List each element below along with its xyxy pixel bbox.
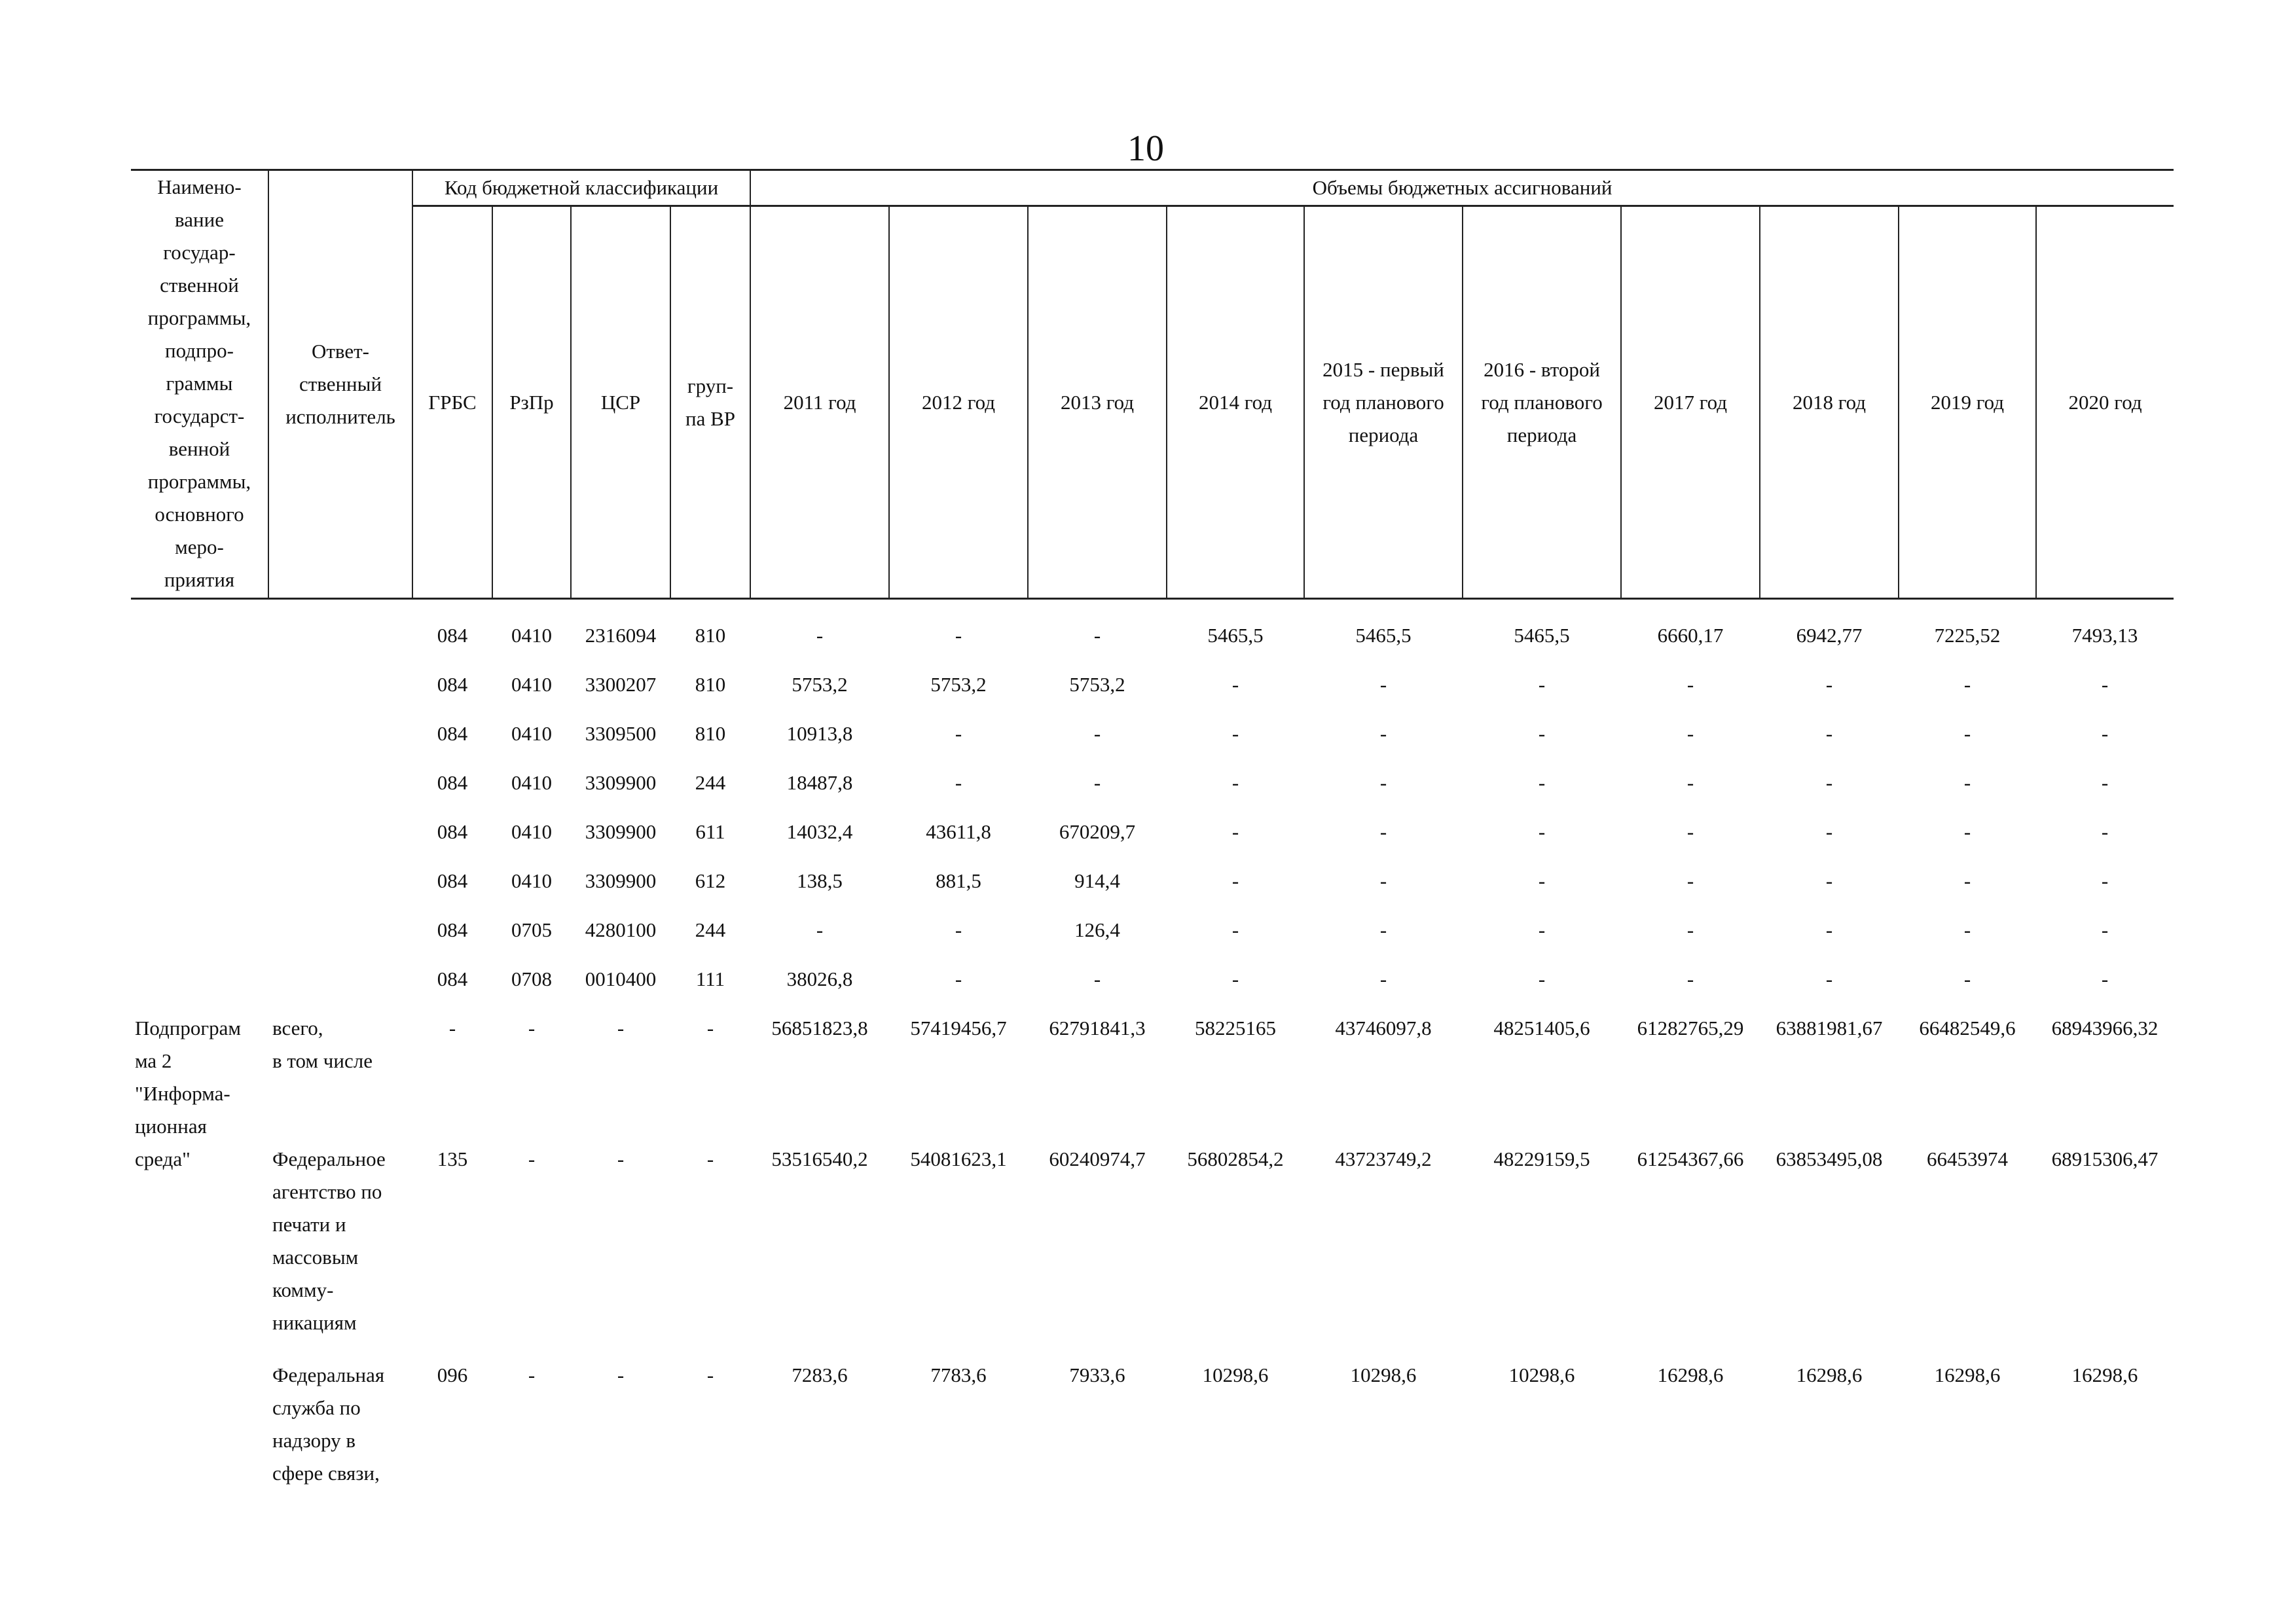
code-cell: 096 — [437, 1363, 468, 1386]
value-cell: 10298,6 — [1508, 1363, 1575, 1386]
value-cell: - — [955, 771, 962, 794]
code-cell: - — [617, 1363, 625, 1386]
value-cell: - — [1686, 722, 1694, 745]
code-cell: 3309900 — [585, 771, 657, 794]
table-row — [131, 1012, 2174, 1143]
value-cell: - — [1538, 771, 1546, 794]
value-cell: - — [1963, 673, 1971, 696]
value-cell: - — [2101, 869, 2109, 892]
code-cell: 810 — [695, 624, 726, 647]
value-cell: - — [1379, 869, 1387, 892]
header-year-2017: 2017 год — [1621, 206, 1760, 599]
executor-cell: всего, в том числе — [272, 1017, 373, 1072]
value-cell: 7493,13 — [2071, 624, 2138, 647]
value-cell: - — [2101, 771, 2109, 794]
value-cell: 14032,4 — [786, 820, 853, 843]
value-cell: 56802854,2 — [1187, 1147, 1284, 1170]
header-year-2020: 2020 год — [2036, 206, 2174, 599]
value-cell: 5753,2 — [1069, 673, 1125, 696]
value-cell: - — [2101, 722, 2109, 745]
value-cell: 7783,6 — [930, 1363, 987, 1386]
value-cell: - — [1093, 624, 1101, 647]
header-code-rzpr: РзПр — [492, 206, 571, 599]
subprogram-name: Подпрограм ма 2 "Информа- ционная среда" — [135, 1017, 241, 1170]
value-cell: 138,5 — [797, 869, 843, 892]
empty-cell — [131, 717, 268, 767]
code-cell: 111 — [695, 967, 725, 990]
code-cell: 084 — [437, 624, 468, 647]
value-cell: - — [1825, 722, 1833, 745]
code-cell: 0410 — [511, 869, 552, 892]
value-cell: - — [1538, 722, 1546, 745]
value-cell: - — [1963, 820, 1971, 843]
empty-cell — [268, 767, 412, 816]
value-cell: - — [1538, 869, 1546, 892]
header-year-2012: 2012 год — [889, 206, 1028, 599]
value-cell: - — [1963, 967, 1971, 990]
code-cell: - — [448, 1017, 456, 1039]
value-cell: - — [1686, 869, 1694, 892]
table-row — [131, 1359, 2174, 1503]
value-cell: - — [1231, 967, 1239, 990]
code-cell: - — [706, 1363, 714, 1386]
empty-cell — [131, 963, 268, 1012]
empty-cell — [131, 914, 268, 963]
code-cell: 084 — [437, 918, 468, 941]
table-row — [131, 599, 2174, 669]
value-cell: - — [1231, 918, 1239, 941]
value-cell: 881,5 — [936, 869, 981, 892]
value-cell: 48251405,6 — [1493, 1017, 1590, 1039]
value-cell: 10298,6 — [1202, 1363, 1269, 1386]
code-cell: - — [528, 1017, 536, 1039]
value-cell: 38026,8 — [786, 967, 853, 990]
empty-cell — [268, 865, 412, 914]
empty-cell — [131, 767, 268, 816]
value-cell: - — [1231, 771, 1239, 794]
value-cell: - — [816, 624, 824, 647]
value-cell: - — [955, 967, 962, 990]
value-cell: - — [1686, 918, 1694, 941]
code-cell: 612 — [695, 869, 726, 892]
executor-cell: Федеральная служба по надзору в сфере связи, — [272, 1363, 385, 1485]
code-cell: 0410 — [511, 771, 552, 794]
value-cell: - — [1825, 918, 1833, 941]
header-budget-code-group: Код бюджетной классификации — [412, 170, 750, 206]
header-year-2013: 2013 год — [1028, 206, 1167, 599]
header-program-name: Наимено- вание государ- ственной программы, подпро- граммы государст- венной программы, основного меро- приятия — [131, 170, 268, 599]
header-code-csr: ЦСР — [571, 206, 670, 599]
value-cell: 43723749,2 — [1335, 1147, 1432, 1170]
code-cell: - — [706, 1017, 714, 1039]
value-cell: - — [1231, 673, 1239, 696]
value-cell: - — [816, 918, 824, 941]
value-cell: 66453974 — [1927, 1147, 2009, 1170]
value-cell: 10913,8 — [786, 722, 853, 745]
value-cell: 48229159,5 — [1493, 1147, 1590, 1170]
header-volumes-group: Объемы бюджетных ассигнований — [750, 170, 2174, 206]
empty-cell — [268, 914, 412, 963]
value-cell: - — [2101, 673, 2109, 696]
value-cell: 43746097,8 — [1335, 1017, 1432, 1039]
code-cell: 0410 — [511, 722, 552, 745]
value-cell: - — [1825, 771, 1833, 794]
value-cell: 16298,6 — [1796, 1363, 1863, 1386]
value-cell: - — [1379, 771, 1387, 794]
executor-cell: Федеральное агентство по печати и массовым комму- никациям — [272, 1147, 386, 1334]
value-cell: 60240974,7 — [1049, 1147, 1146, 1170]
value-cell: - — [1379, 918, 1387, 941]
value-cell: - — [1379, 967, 1387, 990]
value-cell: - — [1825, 820, 1833, 843]
value-cell: 54081623,1 — [910, 1147, 1007, 1170]
code-cell: - — [528, 1147, 536, 1170]
code-cell: 4280100 — [585, 918, 657, 941]
value-cell: 126,4 — [1074, 918, 1120, 941]
header-year-2015: 2015 - первый год планового периода — [1304, 206, 1463, 599]
value-cell: 61282765,29 — [1637, 1017, 1744, 1039]
value-cell: - — [1538, 820, 1546, 843]
value-cell: 6660,17 — [1657, 624, 1724, 647]
empty-cell — [268, 717, 412, 767]
code-cell: 3309900 — [585, 869, 657, 892]
code-cell: 0010400 — [585, 967, 657, 990]
value-cell: - — [1231, 869, 1239, 892]
value-cell: - — [955, 624, 962, 647]
value-cell: 6942,77 — [1796, 624, 1863, 647]
empty-cell — [268, 668, 412, 717]
value-cell: 5465,5 — [1355, 624, 1412, 647]
code-cell: 3309900 — [585, 820, 657, 843]
value-cell: - — [1093, 771, 1101, 794]
code-cell: - — [528, 1363, 536, 1386]
value-cell: - — [1231, 820, 1239, 843]
code-cell: 084 — [437, 673, 468, 696]
value-cell: 5753,2 — [792, 673, 848, 696]
value-cell: - — [1538, 673, 1546, 696]
code-cell: - — [617, 1017, 625, 1039]
code-cell: - — [706, 1147, 714, 1170]
table-row — [131, 717, 2174, 767]
header-executor: Ответ- ственный исполнитель — [268, 170, 412, 599]
code-cell: 084 — [437, 967, 468, 990]
value-cell: - — [2101, 918, 2109, 941]
value-cell: 61254367,66 — [1637, 1147, 1744, 1170]
value-cell: 16298,6 — [1657, 1363, 1724, 1386]
value-cell: 7225,52 — [1934, 624, 2001, 647]
value-cell: - — [1231, 722, 1239, 745]
header-year-2011: 2011 год — [750, 206, 889, 599]
value-cell: - — [1686, 820, 1694, 843]
code-cell: 084 — [437, 771, 468, 794]
code-cell: 244 — [695, 918, 726, 941]
budget-table — [131, 169, 2174, 1503]
value-cell: 7283,6 — [792, 1363, 848, 1386]
value-cell: - — [1825, 967, 1833, 990]
value-cell: - — [1686, 967, 1694, 990]
table-row — [131, 963, 2174, 1012]
empty-cell — [131, 865, 268, 914]
value-cell: - — [1379, 673, 1387, 696]
code-cell: 810 — [695, 673, 726, 696]
value-cell: 57419456,7 — [910, 1017, 1007, 1039]
code-cell: 0708 — [511, 967, 552, 990]
empty-cell — [131, 599, 268, 669]
value-cell: - — [1538, 967, 1546, 990]
value-cell: 5465,5 — [1514, 624, 1570, 647]
value-cell: 53516540,2 — [771, 1147, 868, 1170]
value-cell: 43611,8 — [926, 820, 991, 843]
code-cell: 0410 — [511, 624, 552, 647]
code-cell: 0410 — [511, 820, 552, 843]
header-year-2016: 2016 - второй год планового периода — [1463, 206, 1621, 599]
table-row — [131, 1143, 2174, 1359]
header-code-vr: груп- па ВР — [670, 206, 750, 599]
value-cell: - — [955, 722, 962, 745]
code-cell: 084 — [437, 820, 468, 843]
value-cell: 58225165 — [1195, 1017, 1277, 1039]
value-cell: 7933,6 — [1069, 1363, 1125, 1386]
header-code-grbs: ГРБС — [412, 206, 492, 599]
page-number: 10 — [1127, 128, 1164, 169]
code-cell: 3309500 — [585, 722, 657, 745]
value-cell: 5465,5 — [1207, 624, 1264, 647]
value-cell: 68915306,47 — [2051, 1147, 2159, 1170]
value-cell: 5753,2 — [930, 673, 987, 696]
code-cell: 810 — [695, 722, 726, 745]
value-cell: - — [1686, 771, 1694, 794]
value-cell: - — [2101, 967, 2109, 990]
code-cell: 0705 — [511, 918, 552, 941]
value-cell: 670209,7 — [1059, 820, 1136, 843]
empty-cell — [268, 599, 412, 669]
value-cell: - — [1379, 820, 1387, 843]
value-cell: - — [1538, 918, 1546, 941]
empty-cell — [268, 816, 412, 865]
value-cell: 18487,8 — [786, 771, 853, 794]
budget-table-sheet — [131, 169, 2166, 1503]
value-cell: - — [1093, 967, 1101, 990]
value-cell: 68943966,32 — [2051, 1017, 2159, 1039]
value-cell: 62791841,3 — [1049, 1017, 1146, 1039]
code-cell: 084 — [437, 869, 468, 892]
value-cell: 56851823,8 — [771, 1017, 868, 1039]
empty-cell — [131, 668, 268, 717]
empty-cell — [268, 963, 412, 1012]
code-cell: 135 — [437, 1147, 468, 1170]
code-cell: 611 — [695, 820, 725, 843]
value-cell: - — [1686, 673, 1694, 696]
value-cell: - — [1825, 869, 1833, 892]
value-cell: - — [955, 918, 962, 941]
table-row — [131, 816, 2174, 865]
value-cell: - — [1379, 722, 1387, 745]
table-row — [131, 767, 2174, 816]
value-cell: 914,4 — [1074, 869, 1120, 892]
value-cell: - — [1093, 722, 1101, 745]
value-cell: 16298,6 — [2071, 1363, 2138, 1386]
empty-cell — [131, 816, 268, 865]
header-year-2018: 2018 год — [1760, 206, 1899, 599]
header-year-2014: 2014 год — [1167, 206, 1304, 599]
value-cell: 63853495,08 — [1776, 1147, 1883, 1170]
table-row — [131, 865, 2174, 914]
value-cell: - — [1963, 722, 1971, 745]
code-cell: 2316094 — [585, 624, 657, 647]
value-cell: - — [1825, 673, 1833, 696]
table-row — [131, 914, 2174, 963]
header-year-2019: 2019 год — [1899, 206, 2036, 599]
table-body — [131, 599, 2174, 1504]
code-cell: 244 — [695, 771, 726, 794]
value-cell: 16298,6 — [1934, 1363, 2001, 1386]
value-cell: - — [1963, 918, 1971, 941]
value-cell: - — [1963, 771, 1971, 794]
code-cell: - — [617, 1147, 625, 1170]
value-cell: 66482549,6 — [1919, 1017, 2016, 1039]
value-cell: - — [1963, 869, 1971, 892]
code-cell: 084 — [437, 722, 468, 745]
value-cell: 10298,6 — [1350, 1363, 1417, 1386]
code-cell: 0410 — [511, 673, 552, 696]
value-cell: 63881981,67 — [1776, 1017, 1883, 1039]
table-row — [131, 668, 2174, 717]
code-cell: 3300207 — [585, 673, 657, 696]
value-cell: - — [2101, 820, 2109, 843]
